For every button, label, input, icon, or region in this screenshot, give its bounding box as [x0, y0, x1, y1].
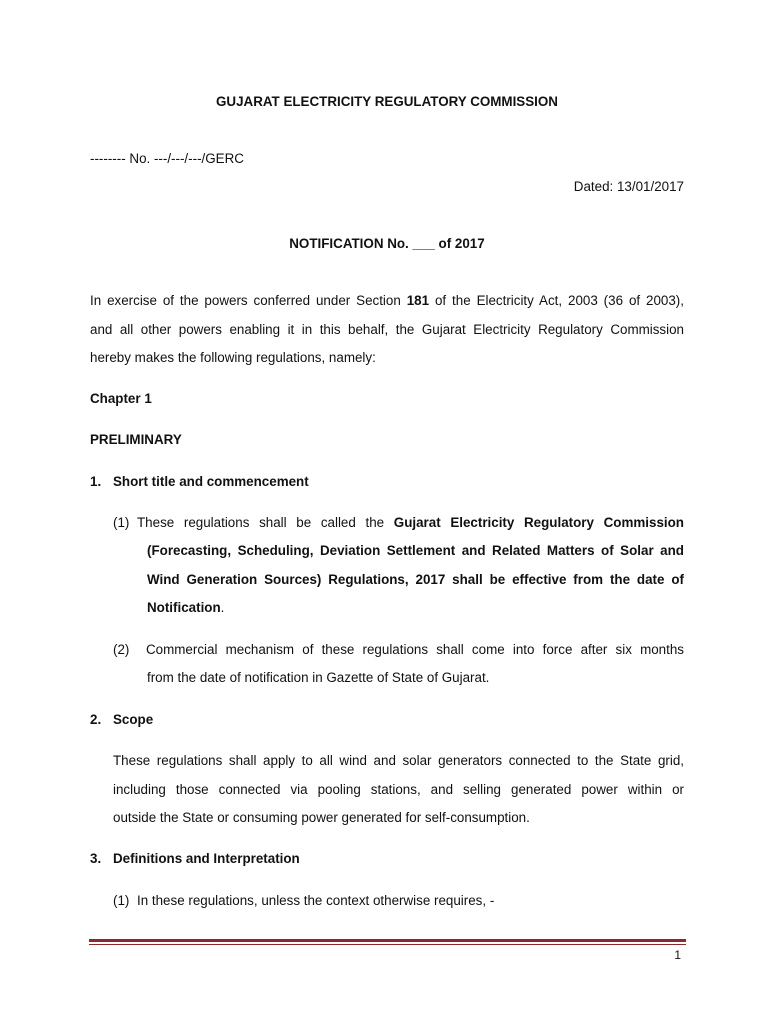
intro-line: In exercise of the powers conferred under Section 181 of the Electricity Act, 2003 (36 of 2003), — [90, 293, 684, 308]
clause-line: (1) These regulations shall be called the Gujarat Electricity Regulatory Commission — [113, 515, 684, 530]
scope-line: outside the State or consuming power generated for self-consumption. — [113, 810, 530, 825]
chapter-heading: PRELIMINARY — [90, 432, 182, 447]
clause-line: (1) In these regulations, unless the context otherwise requires, - — [113, 893, 495, 908]
date-line: Dated: 13/01/2017 — [573, 179, 684, 194]
reference-number: -------- No. ---/---/---/GERC — [90, 151, 244, 166]
document-title: GUJARAT ELECTRICITY REGULATORY COMMISSION — [216, 94, 558, 109]
clause-line: from the date of notification in Gazette of State of Gujarat. — [147, 670, 490, 685]
section-heading: 3. Definitions and Interpretation — [90, 851, 300, 866]
chapter-label: Chapter 1 — [90, 391, 152, 406]
intro-line: hereby makes the following regulations, namely: — [90, 350, 376, 365]
footer-divider — [89, 939, 686, 942]
footer-divider — [89, 944, 686, 945]
scope-line: including those connected via pooling stations, and selling generated power within or — [113, 782, 684, 797]
clause-line: (Forecasting, Scheduling, Deviation Settlement and Related Matters of Solar and — [147, 543, 684, 558]
clause-line: Notification. — [147, 600, 225, 615]
clause-line: (2) Commercial mechanism of these regulations shall come into force after six months — [113, 642, 684, 657]
section-heading: 2. Scope — [90, 712, 154, 727]
section-heading: 1. Short title and commencement — [90, 474, 309, 489]
scope-line: These regulations shall apply to all wind and solar generators connected to the State grid, — [113, 753, 684, 768]
notification-heading: NOTIFICATION No. ___ of 2017 — [289, 236, 485, 251]
clause-line: Wind Generation Sources) Regulations, 2017 shall be effective from the date of — [147, 572, 684, 587]
intro-line: and all other powers enabling it in this behalf, the Gujarat Electricity Regulatory Commission — [90, 322, 684, 337]
page-number: 1 — [674, 948, 681, 962]
